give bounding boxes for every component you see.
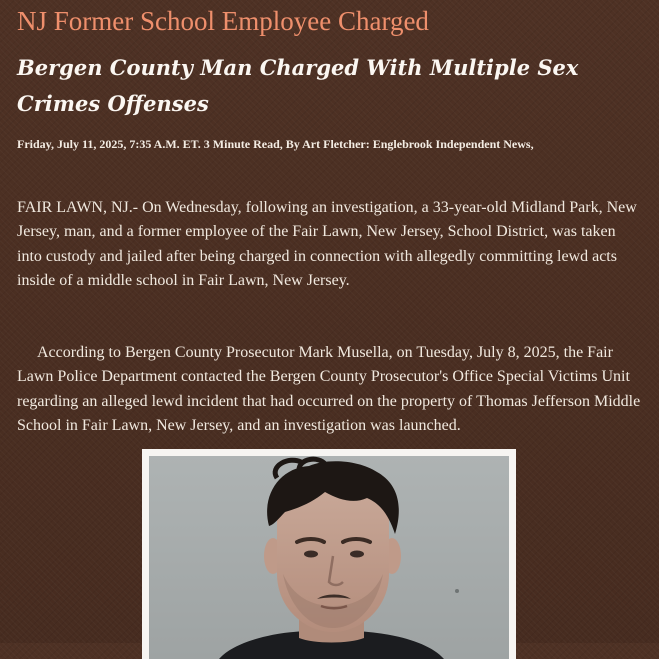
article-byline: Friday, July 11, 2025, 7:35 A.M. ET. 3 Minute Read, By Art Fletcher: Englebrook Independent News, bbox=[17, 137, 534, 151]
article-paragraph-2: According to Bergen County Prosecutor Mark Musella, on Tuesday, July 8, 2025, the Fair Lawn Police Department contacted the Bergen County Prosecutor's Office Special Victims Unit regarding an alleged lewd incident that had occurred on the property of Thomas Jefferson Middle School in Fair Lawn, New Jersey, and an investigation was launched. bbox=[17, 344, 641, 435]
article-subheadline: Bergen County Man Charged With Multiple Sex Crimes Offenses bbox=[17, 55, 579, 116]
mugshot-photo-frame bbox=[142, 449, 516, 659]
article-headline: NJ Former School Employee Charged bbox=[17, 6, 429, 36]
mugshot-photo[interactable] bbox=[149, 456, 509, 659]
article-paragraph-1: FAIR LAWN, NJ.- On Wednesday, following an investigation, a 33-year-old Midland Park, New Jersey, man, and a former employee of the Fair Lawn, New Jersey, School District, was taken into custody and jailed after being charged in connection with allegedly committing lewd acts inside of a middle school in Fair Lawn, New Jersey. bbox=[17, 199, 637, 289]
article bbox=[17, 0, 643, 438]
